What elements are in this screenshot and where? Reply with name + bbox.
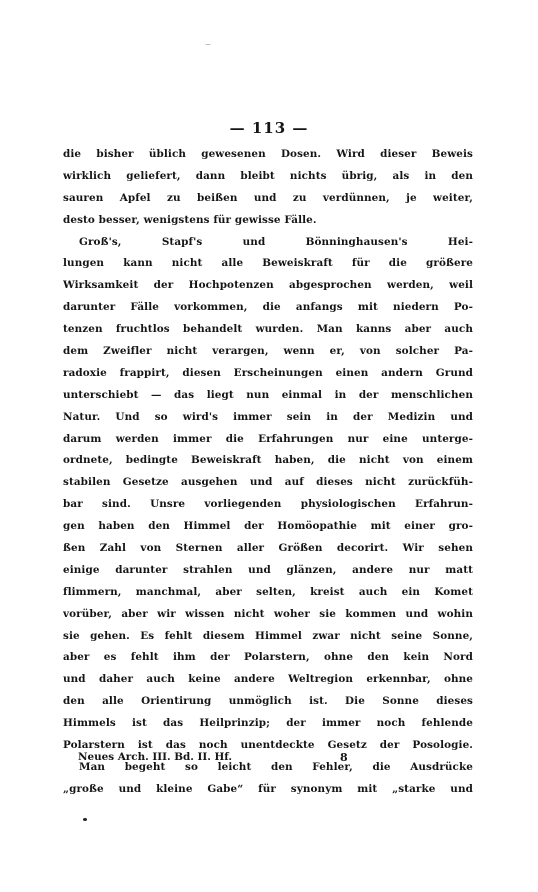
text-line: sauren Apfel zu beißen und zu verdünnen, je weiter, bbox=[63, 191, 473, 204]
text-line: lungen kann nicht alle Beweiskraft für die größere bbox=[63, 257, 473, 270]
text-line: Groß's, Stapf's und Bönninghausen's Hei- bbox=[79, 235, 473, 248]
text-line: unterschiebt — das liegt nun einmal in der menschlichen bbox=[63, 388, 473, 401]
page-number: — 113 — bbox=[229, 119, 309, 137]
ink-speck bbox=[83, 818, 87, 821]
page-footer bbox=[78, 751, 473, 769]
text-line: darunter Fälle vorkommen, die anfangs mit niedern Po- bbox=[63, 301, 473, 314]
text-line: den alle Orientirung unmöglich ist. Die Sonne dieses bbox=[63, 695, 473, 708]
text-line: Wirksamkeit der Hochpotenzen abgesprochen werden, weil bbox=[63, 279, 473, 292]
text-line: Himmels ist das Heilprinzip; der immer noch fehlende bbox=[63, 717, 473, 730]
text-line: sie gehen. Es fehlt diesem Himmel zwar nicht seine Sonne, bbox=[63, 629, 473, 642]
text-line: flimmern, manchmal, aber selten, kreist auch ein Komet bbox=[63, 585, 473, 598]
text-line: und daher auch keine andere Weltregion erkennbar, ohne bbox=[63, 673, 473, 686]
text-line: ordnete, bedingte Beweiskraft haben, die nicht von einem bbox=[63, 454, 473, 467]
signature-mark: 8 bbox=[340, 751, 348, 764]
text-line: dem Zweifler nicht verargen, wenn er, von solcher Pa- bbox=[63, 345, 473, 358]
text-line: Polarstern ist das noch unentdeckte Gesetz der Posologie. bbox=[63, 739, 473, 752]
text-line: Man begeht so leicht den Fehler, die Ausdrücke bbox=[79, 760, 473, 773]
text-line: einige darunter strahlen und glänzen, andere nur matt bbox=[63, 563, 473, 576]
journal-reference: Neues Arch. III. Bd. II. Hf. bbox=[78, 751, 232, 763]
text-line: die bisher üblich gewesenen Dosen. Wird dieser Beweis bbox=[63, 148, 473, 160]
ink-speck bbox=[205, 44, 211, 45]
text-line: ßen Zahl von Sternen aller Größen decorirt. Wir sehen bbox=[63, 542, 473, 555]
text-line: Natur. Und so wird's immer sein in der Medizin und bbox=[63, 410, 473, 423]
text-line: aber es fehlt ihm der Polarstern, ohne den kein Nord bbox=[63, 651, 473, 664]
text-line: darum werden immer die Erfahrungen nur eine unterge- bbox=[63, 432, 473, 445]
text-line: tenzen fruchtlos behandelt wurden. Man kanns aber auch bbox=[63, 323, 473, 336]
text-line: stabilen Gesetze ausgehen und auf dieses nicht zurückfüh- bbox=[63, 476, 473, 489]
text-line: vorüber, aber wir wissen nicht woher sie kommen und wohin bbox=[63, 607, 473, 620]
text-line: gen haben den Himmel der Homöopathie mit einer gro- bbox=[63, 520, 473, 533]
text-line: bar sind. Unsre vorliegenden physiologischen Erfahrun- bbox=[63, 498, 473, 511]
text-line: radoxie frappirt, diesen Erscheinungen einen andern Grund bbox=[63, 366, 473, 379]
text-line: desto besser, wenigstens für gewisse Fälle. bbox=[63, 213, 317, 226]
text-line: „große und kleine Gabe“ für synonym mit „starke und bbox=[63, 782, 473, 795]
text-body bbox=[63, 144, 473, 801]
text-line: wirklich geliefert, dann bleibt nichts übrig, als in den bbox=[63, 169, 473, 182]
